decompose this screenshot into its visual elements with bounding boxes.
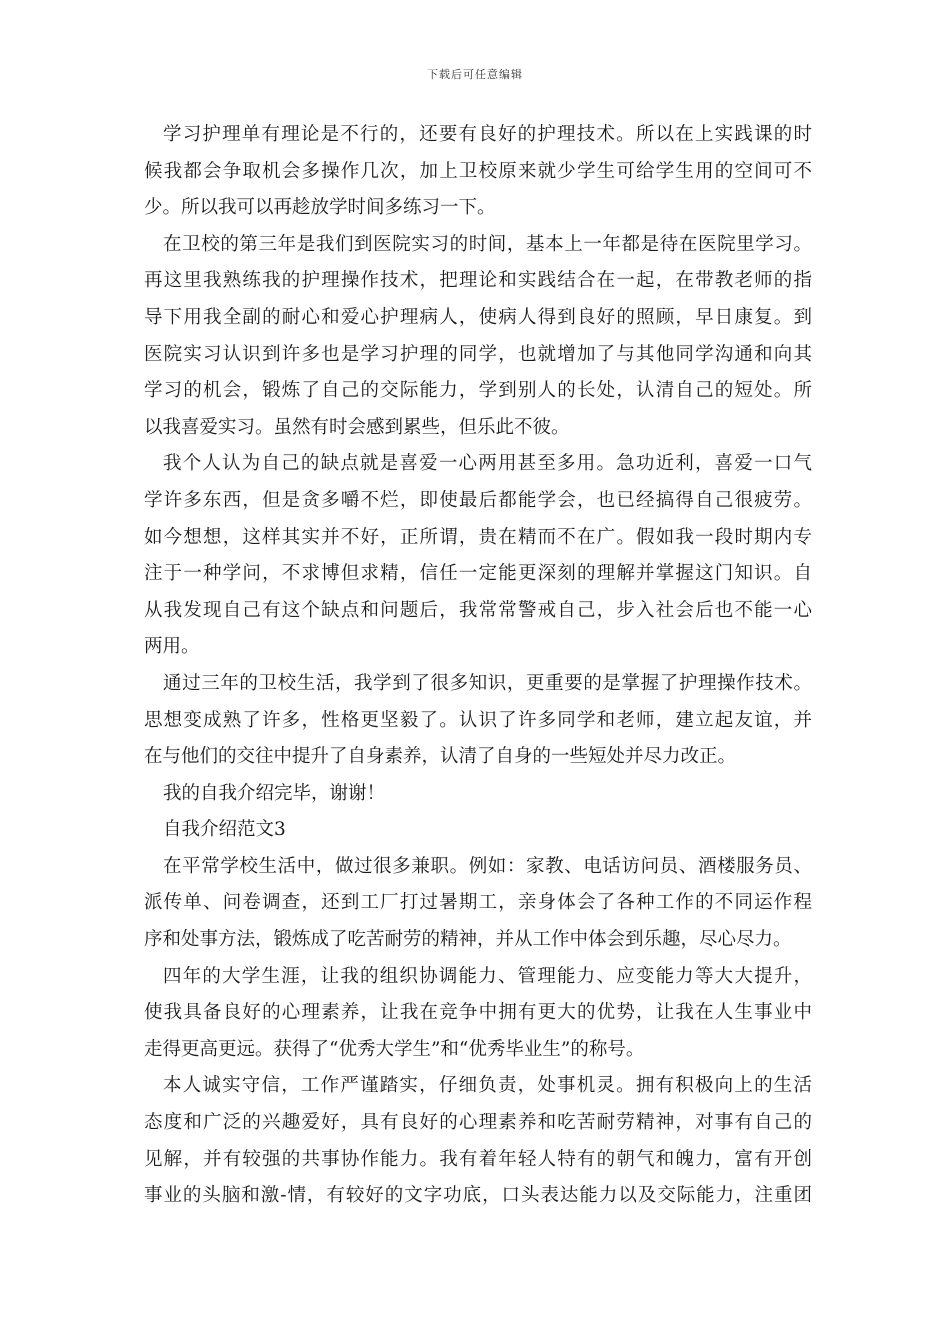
text-line: 以我喜爱实习。虽然有时会感到累些，但乐此不彼。 (144, 416, 570, 438)
text-line: 两用。 (144, 636, 200, 658)
text-line: 派传单、问卷调查，还到工厂打过暑期工，亲身体会了各种工作的不同运作程 (144, 892, 812, 914)
text-line: 序和处事方法，锻炼成了吃苦耐劳的精神，并从工作中体会到乐趣，尽心尽力。 (144, 929, 792, 951)
text-line: 在与他们的交往中提升了自身素养，认清了自身的一些短处并尽力改正。 (144, 746, 737, 768)
text-line: 在平常学校生活中，做过很多兼职。例如：家教、电话访问员、酒楼服务员、 (163, 855, 812, 877)
text-line: 思想变成熟了许多，性格更坚毅了。认识了许多同学和老师，建立起友谊，并 (144, 709, 812, 731)
text-line: 学许多东西，但是贪多嚼不烂，即使最后都能学会，也已经搞得自己很疲劳。 (144, 489, 812, 511)
text-line: 通过三年的卫校生活，我学到了很多知识，更重要的是掌握了护理操作技术。 (163, 672, 812, 694)
text-line: 医院实习认识到许多也是学习护理的同学，也就增加了与其他同学沟通和向其 (144, 343, 812, 365)
text-line: 学习护理单有理论是不行的，还要有良好的护理技术。所以在上实践课的时 (163, 124, 812, 145)
text-line: 导下用我全副的耐心和爱心护理病人，使病人得到良好的照顾，早日康复。到 (144, 306, 812, 328)
text-line: 使我具备良好的心理素养，让我在竞争中拥有更大的优势，让我在人生事业中 (144, 1002, 812, 1024)
text-line: 事业的头脑和激-情，有较好的文字功底，口头表达能力以及交际能力，注重团 (144, 1185, 812, 1207)
text-line: 四年的大学生涯，让我的组织协调能力、管理能力、应变能力等大大提升， (163, 965, 812, 987)
text-line: 候我都会争取机会多操作几次，加上卫校原来就少学生可给学生用的空间可不 (144, 160, 812, 182)
page-header: 下载后可任意编辑 (427, 68, 523, 81)
text-line: 少。所以我可以再趁放学时间多练习一下。 (144, 197, 496, 219)
text-line: 注于一种学问，不求博但求精，信任一定能更深刻的理解并掌握这门知识。自 (144, 563, 812, 585)
text-line: 自我介绍范文3 (163, 819, 286, 841)
text-line: 从我发现自己有这个缺点和问题后，我常常警戒自己，步入社会后也不能一心 (144, 599, 812, 621)
text-line: 我个人认为自己的缺点就是喜爱一心两用甚至多用。急功近利，喜爱一口气 (163, 453, 812, 475)
text-line: 我的自我介绍完毕，谢谢！ (163, 782, 386, 804)
text-line: 见解，并有较强的共事协作能力。我有着年轻人特有的朝气和魄力，富有开创 (144, 1148, 812, 1170)
text-line: 在卫校的第三年是我们到医院实习的时间，基本上一年都是待在医院里学习。 (163, 233, 812, 255)
body-text (144, 117, 812, 1215)
text-line: 本人诚实守信，工作严谨踏实，仔细负责，处事机灵。拥有积极向上的生活 (163, 1075, 812, 1097)
text-line: 学习的机会，锻炼了自己的交际能力，学到别人的长处，认清自己的短处。所 (144, 380, 812, 402)
text-line: 态度和广泛的兴趣爱好，具有良好的心理素养和吃苦耐劳精神，对事有自己的 (144, 1112, 812, 1134)
text-line: 再这里我熟练我的护理操作技术，把理论和实践结合在一起，在带教老师的指 (144, 270, 812, 292)
text-line: 走得更高更远。获得了“优秀大学生”和“优秀毕业生”的称号。 (144, 1038, 645, 1060)
text-line: 如今想想，这样其实并不好，正所谓，贵在精而不在广。假如我一段时期内专 (144, 526, 812, 548)
